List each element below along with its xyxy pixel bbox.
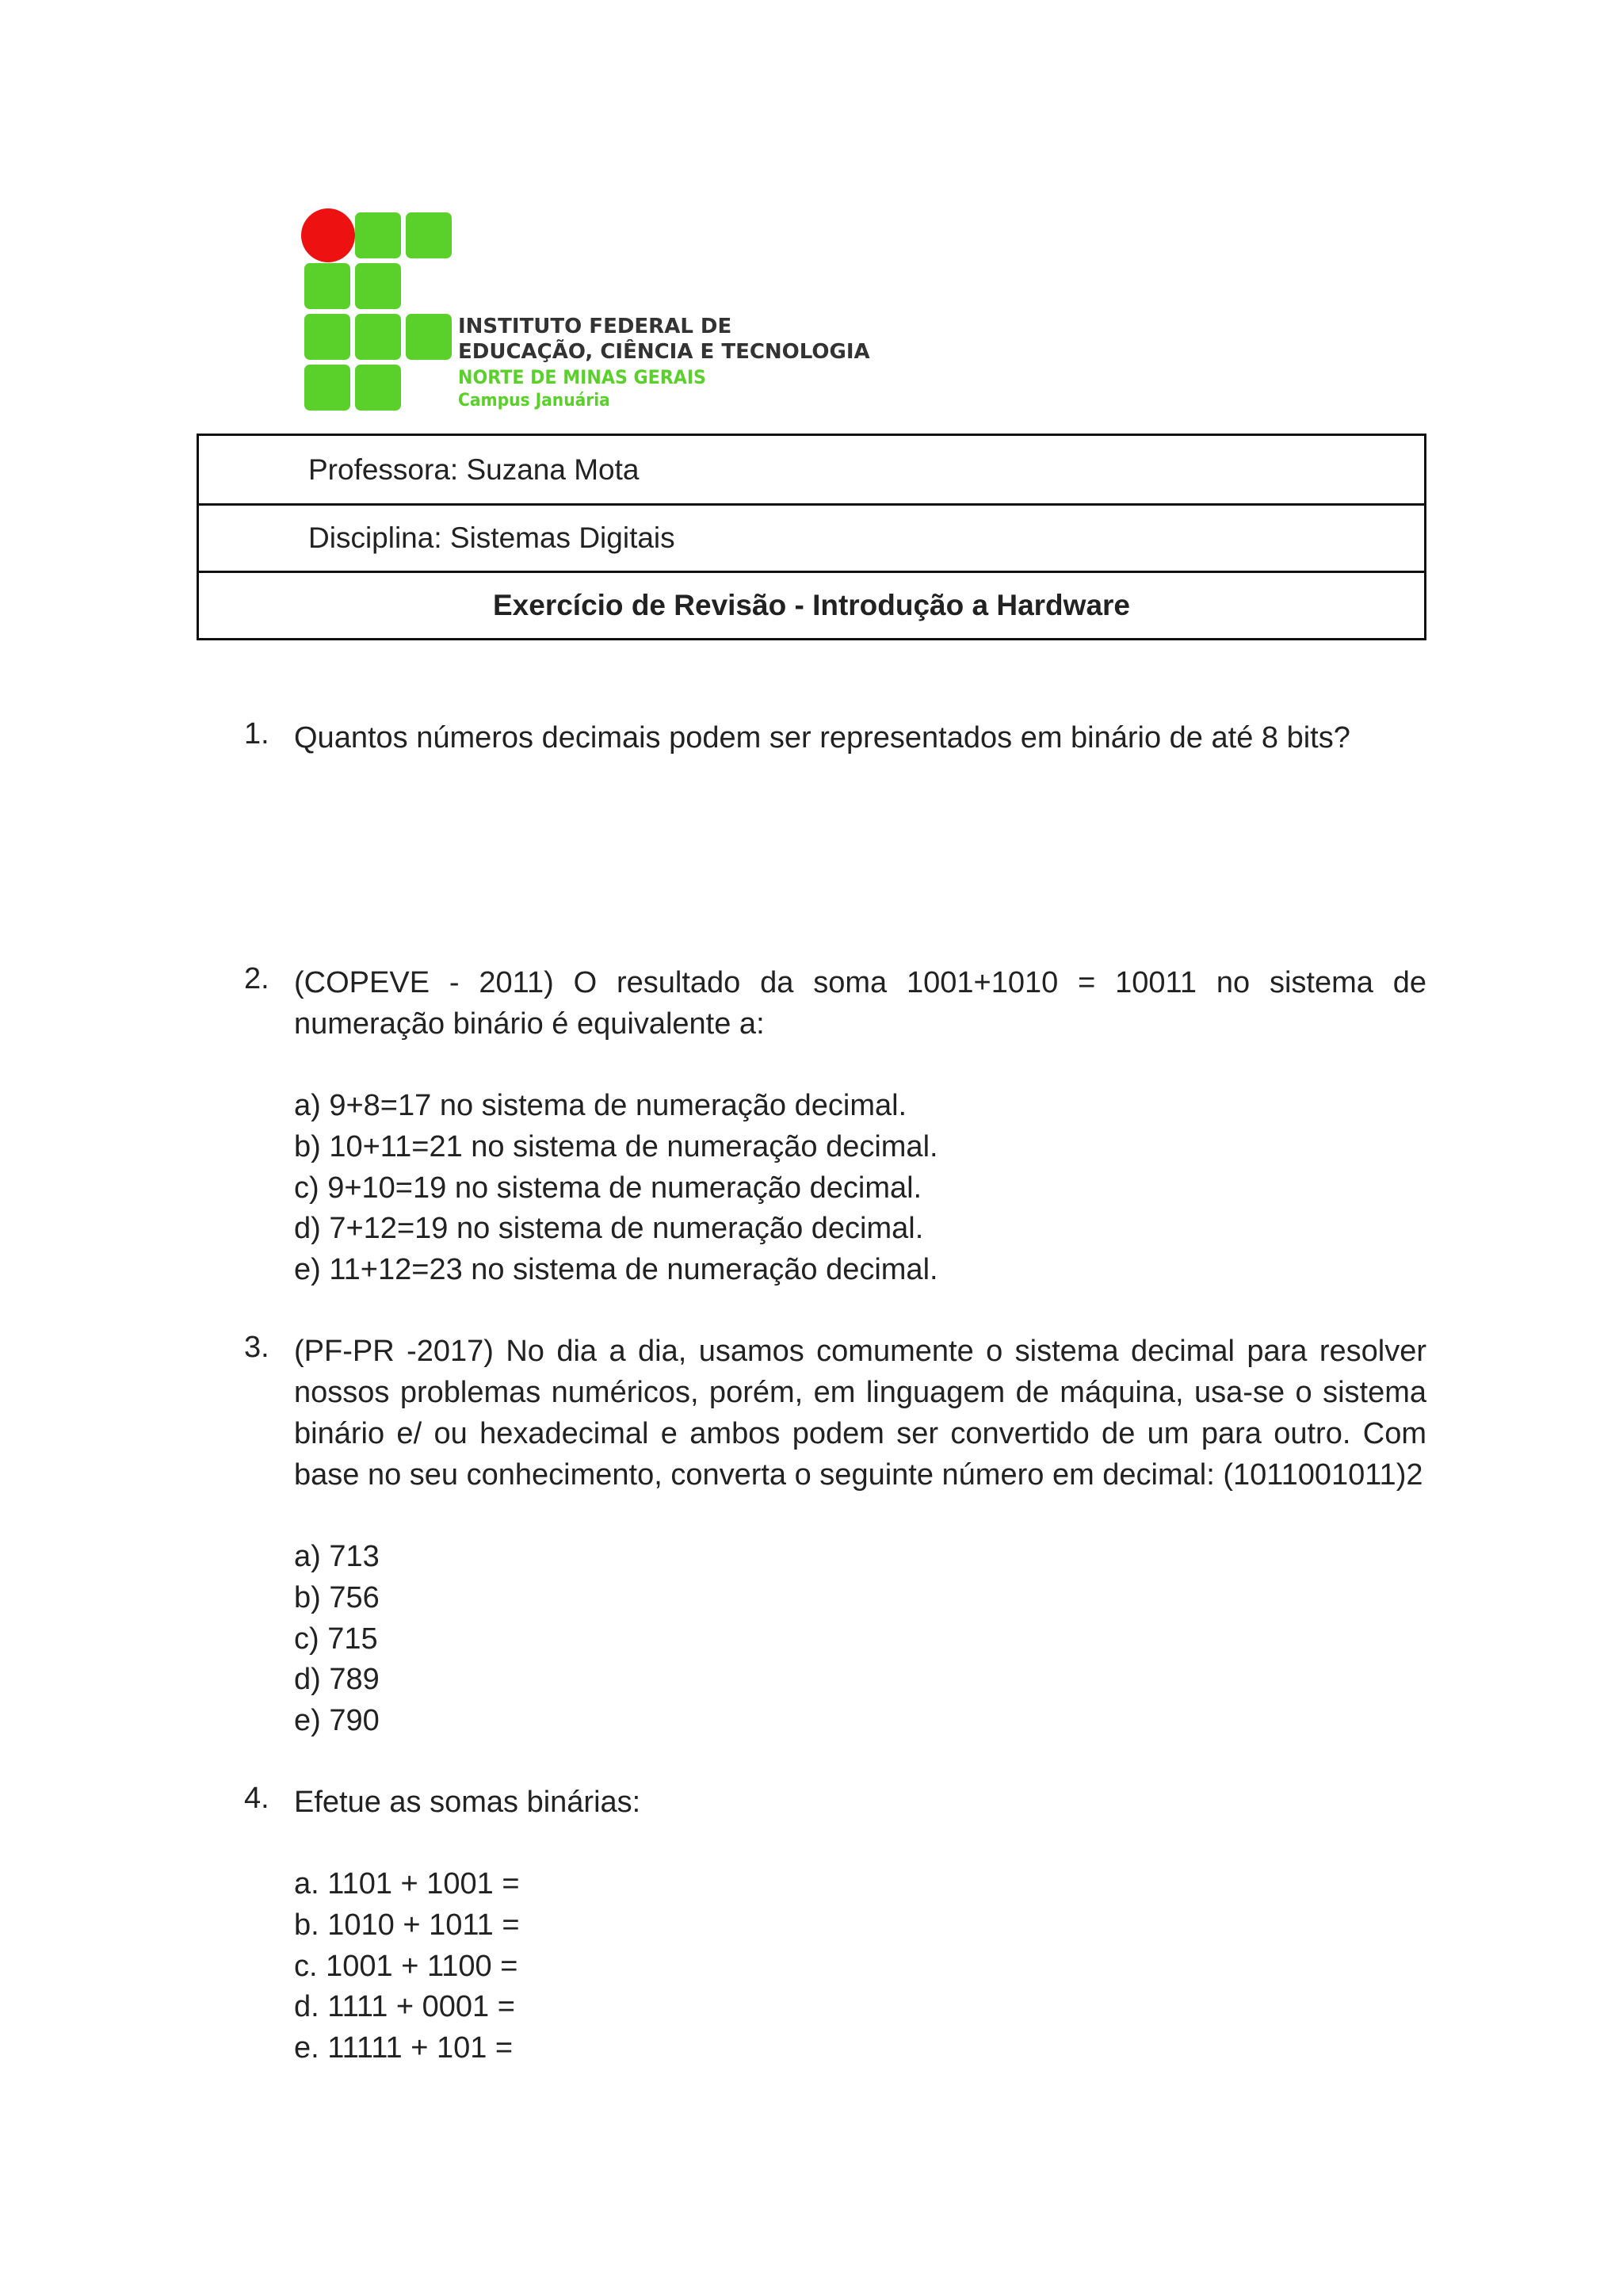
question-text: Efetue as somas binárias: bbox=[294, 1786, 641, 1819]
logo-line-4: Campus Januária bbox=[458, 391, 610, 411]
question-text: Quantos números decimais podem ser representados em binário de até 8 bits? bbox=[294, 721, 1350, 755]
option-a: a) 9+8=17 no sistema de numeração decimal. bbox=[294, 1089, 907, 1122]
logo-green-square bbox=[304, 314, 350, 360]
question-2 bbox=[244, 962, 1426, 1291]
question-1 bbox=[244, 717, 1426, 758]
option-a: a. 1101 + 1001 = bbox=[294, 1867, 520, 1901]
logo-green-square bbox=[355, 263, 401, 309]
option-c: c. 1001 + 1100 = bbox=[294, 1949, 518, 1983]
question-number: 3. bbox=[244, 1331, 269, 1364]
question-number: 2. bbox=[244, 962, 269, 995]
logo-green-square bbox=[304, 365, 350, 411]
answer-options bbox=[294, 1086, 1426, 1291]
logo-green-square bbox=[406, 314, 452, 360]
logo-line-1: INSTITUTO FEDERAL DE bbox=[458, 315, 732, 338]
option-e: e) 11+12=23 no sistema de numeração decimal. bbox=[294, 1253, 938, 1287]
question-3 bbox=[244, 1331, 1426, 1742]
option-e: e. 11111 + 101 = bbox=[294, 2031, 514, 2065]
logo-text bbox=[458, 314, 870, 412]
option-e: e) 790 bbox=[294, 1704, 380, 1738]
question-4 bbox=[244, 1782, 1426, 2069]
option-b: b. 1010 + 1011 = bbox=[294, 1908, 520, 1942]
option-a: a) 713 bbox=[294, 1540, 380, 1573]
option-d: d. 1111 + 0001 = bbox=[294, 1990, 515, 2024]
answer-options bbox=[294, 1537, 1426, 1742]
logo-green-square bbox=[355, 314, 401, 360]
option-c: c) 9+10=19 no sistema de numeração decimal. bbox=[294, 1171, 922, 1205]
logo-line-2: EDUCAÇÃO, CIÊNCIA E TECNOLOGIA bbox=[458, 340, 870, 364]
logo-red-circle bbox=[301, 208, 355, 262]
logo-line-3: NORTE DE MINAS GERAIS bbox=[458, 366, 706, 388]
logo-green-square bbox=[304, 263, 350, 309]
option-c: c) 715 bbox=[294, 1622, 378, 1656]
logo-green-square bbox=[355, 365, 401, 411]
professor-row: Professora: Suzana Mota bbox=[308, 453, 640, 486]
question-number: 4. bbox=[244, 1782, 269, 1815]
question-number: 1. bbox=[244, 717, 269, 751]
option-d: d) 7+12=19 no sistema de numeração decimal. bbox=[294, 1212, 924, 1246]
option-b: b) 756 bbox=[294, 1580, 380, 1614]
answer-options bbox=[294, 1864, 1426, 2069]
header-table bbox=[197, 434, 1426, 640]
option-b: b) 10+11=21 no sistema de numeração decimal. bbox=[294, 1129, 938, 1163]
exercise-title: Exercício de Revisão - Introdução a Hardware bbox=[199, 571, 1424, 638]
discipline-row: Disciplina: Sistemas Digitais bbox=[199, 503, 1424, 571]
logo-green-square bbox=[406, 212, 452, 258]
question-text: (COPEVE - 2011) O resultado da soma 1001+1010 = 10011 no sistema de numeração binário é equivalente a: bbox=[294, 966, 1426, 1041]
question-text: (PF-PR -2017) No dia a dia, usamos comumente o sistema decimal para resolver nossos problemas numéricos, porém, em linguagem de máquina, usa-se o sistema binário e/ ou hexadecimal e ambos podem ser convertido de um para outro. Com base no seu conhecimento, converta o seguinte número em decimal: (1011001011)2 bbox=[294, 1335, 1426, 1492]
option-d: d) 789 bbox=[294, 1663, 380, 1697]
logo-green-square bbox=[355, 212, 401, 258]
